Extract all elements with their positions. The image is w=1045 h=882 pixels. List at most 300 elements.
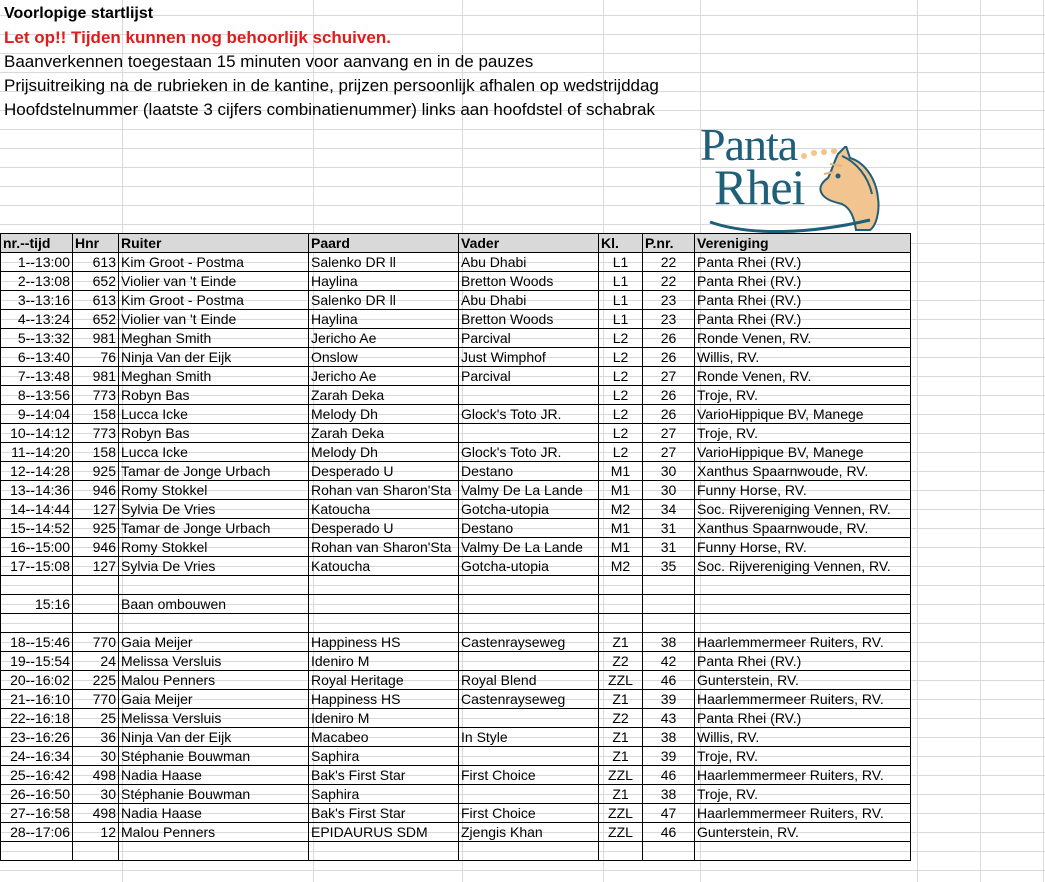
table-row xyxy=(1,747,911,766)
cell-vader[interactable]: Bretton Woods xyxy=(459,310,599,329)
cell-pnr[interactable]: 31 xyxy=(643,519,695,538)
cell-nr-tijd[interactable]: 21--16:10 xyxy=(1,690,73,709)
cell-vereniging[interactable]: Gunterstein, RV. xyxy=(695,671,911,690)
cell-paard[interactable]: Saphira xyxy=(309,785,459,804)
cell-klasse[interactable] xyxy=(599,842,643,861)
cell-paard[interactable]: Jericho Ae xyxy=(309,329,459,348)
cell-ruiter[interactable]: Tamar de Jonge Urbach xyxy=(119,462,309,481)
cell-ruiter[interactable]: Meghan Smith xyxy=(119,329,309,348)
cell-klasse[interactable]: L1 xyxy=(599,291,643,310)
col-header-nr-tijd[interactable]: nr.--tijd xyxy=(1,234,73,253)
cell-nr-tijd[interactable]: 8--13:56 xyxy=(1,386,73,405)
cell-nr-tijd[interactable]: 6--13:40 xyxy=(1,348,73,367)
cell-vereniging[interactable]: Haarlemmermeer Ruiters, RV. xyxy=(695,804,911,823)
cell-nr-tijd[interactable]: 27--16:58 xyxy=(1,804,73,823)
cell-ruiter[interactable]: Nadia Haase xyxy=(119,804,309,823)
cell-pnr[interactable] xyxy=(643,576,695,595)
cell-ruiter[interactable]: Malou Penners xyxy=(119,823,309,842)
cell-klasse[interactable]: L1 xyxy=(599,253,643,272)
cell-paard[interactable]: Katoucha xyxy=(309,500,459,519)
cell-vereniging[interactable]: Willis, RV. xyxy=(695,728,911,747)
cell-paard[interactable]: Onslow xyxy=(309,348,459,367)
cell-nr-tijd[interactable]: 9--14:04 xyxy=(1,405,73,424)
cell-pnr[interactable]: 39 xyxy=(643,690,695,709)
cell-pnr[interactable]: 38 xyxy=(643,785,695,804)
cell-klasse[interactable]: L2 xyxy=(599,386,643,405)
cell-nr-tijd[interactable]: 15--14:52 xyxy=(1,519,73,538)
cell-paard[interactable]: Desperado U xyxy=(309,519,459,538)
gridline xyxy=(980,0,981,882)
cell-hnr[interactable]: 76 xyxy=(73,348,119,367)
cell-klasse[interactable] xyxy=(599,576,643,595)
cell-nr-tijd[interactable]: 7--13:48 xyxy=(1,367,73,386)
cell-hnr[interactable]: 127 xyxy=(73,557,119,576)
cell-hnr[interactable] xyxy=(73,595,119,614)
cell-hnr[interactable] xyxy=(73,842,119,861)
cell-paard[interactable]: Haylina xyxy=(309,310,459,329)
cell-nr-tijd[interactable]: 13--14:36 xyxy=(1,481,73,500)
table-row xyxy=(1,766,911,785)
cell-klasse[interactable]: M1 xyxy=(599,462,643,481)
cell-ruiter[interactable]: Melissa Versluis xyxy=(119,652,309,671)
cell-paard[interactable]: Macabeo xyxy=(309,728,459,747)
cell-hnr[interactable] xyxy=(73,576,119,595)
cell-vereniging[interactable]: Willis, RV. xyxy=(695,348,911,367)
cell-vader[interactable]: Castenrayseweg xyxy=(459,633,599,652)
cell-vereniging[interactable]: Gunterstein, RV. xyxy=(695,823,911,842)
table-row xyxy=(1,595,911,614)
cell-nr-tijd[interactable]: 3--13:16 xyxy=(1,291,73,310)
cell-vader[interactable]: Valmy De La Lande xyxy=(459,481,599,500)
cell-paard[interactable] xyxy=(309,595,459,614)
cell-ruiter[interactable] xyxy=(119,576,309,595)
cell-vader[interactable]: Parcival xyxy=(459,367,599,386)
cell-ruiter[interactable]: Kim Groot - Postma xyxy=(119,253,309,272)
cell-vader[interactable] xyxy=(459,747,599,766)
cell-pnr[interactable]: 22 xyxy=(643,253,695,272)
cell-vereniging[interactable]: Xanthus Spaarnwoude, RV. xyxy=(695,519,911,538)
cell-vader[interactable] xyxy=(459,595,599,614)
cell-pnr[interactable]: 38 xyxy=(643,633,695,652)
cell-vader[interactable]: Gotcha-utopia xyxy=(459,500,599,519)
cell-vereniging[interactable]: Panta Rhei (RV.) xyxy=(695,253,911,272)
table-row xyxy=(1,367,911,386)
cell-nr-tijd[interactable]: 22--16:18 xyxy=(1,709,73,728)
cell-klasse[interactable]: L2 xyxy=(599,348,643,367)
cell-nr-tijd[interactable]: 25--16:42 xyxy=(1,766,73,785)
col-header-pnr[interactable]: P.nr. xyxy=(643,234,695,253)
cell-pnr[interactable]: 34 xyxy=(643,500,695,519)
cell-ruiter[interactable]: Nadia Haase xyxy=(119,766,309,785)
cell-paard[interactable]: Rohan van Sharon'Sta xyxy=(309,481,459,500)
cell-vereniging[interactable]: Troje, RV. xyxy=(695,424,911,443)
cell-vereniging[interactable] xyxy=(695,842,911,861)
cell-hnr[interactable]: 773 xyxy=(73,386,119,405)
cell-nr-tijd[interactable]: 14--14:44 xyxy=(1,500,73,519)
cell-paard[interactable]: Rohan van Sharon'Sta xyxy=(309,538,459,557)
cell-paard[interactable] xyxy=(309,576,459,595)
cell-vereniging[interactable]: Panta Rhei (RV.) xyxy=(695,310,911,329)
cell-nr-tijd[interactable]: 16--15:00 xyxy=(1,538,73,557)
cell-nr-tijd[interactable]: 20--16:02 xyxy=(1,671,73,690)
cell-vereniging[interactable]: Troje, RV. xyxy=(695,747,911,766)
cell-klasse[interactable]: L2 xyxy=(599,367,643,386)
cell-klasse[interactable]: ZZL xyxy=(599,804,643,823)
cell-paard[interactable]: Happiness HS xyxy=(309,690,459,709)
cell-klasse[interactable]: L2 xyxy=(599,405,643,424)
cell-pnr[interactable]: 46 xyxy=(643,823,695,842)
cell-pnr[interactable]: 47 xyxy=(643,804,695,823)
cell-vader[interactable]: Royal Blend xyxy=(459,671,599,690)
cell-paard[interactable]: Salenko DR ll xyxy=(309,253,459,272)
cell-vereniging[interactable] xyxy=(695,576,911,595)
cell-hnr[interactable]: 613 xyxy=(73,291,119,310)
cell-ruiter[interactable]: Stéphanie Bouwman xyxy=(119,747,309,766)
col-header-klasse[interactable]: Kl. xyxy=(599,234,643,253)
col-header-hnr[interactable]: Hnr xyxy=(73,234,119,253)
warning-text[interactable]: Let op!! Tijden kunnen nog behoorlijk schuiven. xyxy=(4,28,391,47)
cell-vereniging[interactable]: Xanthus Spaarnwoude, RV. xyxy=(695,462,911,481)
cell-ruiter[interactable]: Sylvia De Vries xyxy=(119,557,309,576)
cell-hnr[interactable]: 36 xyxy=(73,728,119,747)
cell-paard[interactable]: Salenko DR ll xyxy=(309,291,459,310)
cell-vereniging[interactable]: Troje, RV. xyxy=(695,386,911,405)
cell-hnr[interactable]: 652 xyxy=(73,310,119,329)
cell-ruiter[interactable]: Stéphanie Bouwman xyxy=(119,785,309,804)
cell-pnr[interactable]: 38 xyxy=(643,728,695,747)
cell-pnr[interactable]: 30 xyxy=(643,481,695,500)
cell-nr-tijd[interactable]: 19--15:54 xyxy=(1,652,73,671)
cell-ruiter[interactable]: Meghan Smith xyxy=(119,367,309,386)
cell-vader[interactable] xyxy=(459,709,599,728)
panta-rhei-logo xyxy=(700,118,885,238)
table-row xyxy=(1,424,911,443)
cell-hnr[interactable]: 498 xyxy=(73,766,119,785)
cell-paard[interactable]: Haylina xyxy=(309,272,459,291)
cell-pnr[interactable]: 30 xyxy=(643,462,695,481)
cell-vereniging[interactable]: Haarlemmermeer Ruiters, RV. xyxy=(695,690,911,709)
table-row xyxy=(1,557,911,576)
cell-nr-tijd[interactable]: 4--13:24 xyxy=(1,310,73,329)
cell-pnr[interactable]: 27 xyxy=(643,367,695,386)
cell-klasse[interactable]: Z1 xyxy=(599,728,643,747)
cell-ruiter[interactable]: Gaia Meijer xyxy=(119,690,309,709)
table-row xyxy=(1,519,911,538)
cell-vereniging[interactable]: Panta Rhei (RV.) xyxy=(695,709,911,728)
cell-paard[interactable]: Bak's First Star xyxy=(309,804,459,823)
cell-vader[interactable] xyxy=(459,576,599,595)
cell-klasse[interactable] xyxy=(599,614,643,633)
cell-klasse[interactable]: L2 xyxy=(599,443,643,462)
cell-hnr[interactable]: 925 xyxy=(73,519,119,538)
cell-paard[interactable]: Melody Dh xyxy=(309,405,459,424)
cell-pnr[interactable]: 23 xyxy=(643,310,695,329)
cell-vader[interactable] xyxy=(459,614,599,633)
cell-paard[interactable]: EPIDAURUS SDM xyxy=(309,823,459,842)
cell-vader[interactable]: Abu Dhabi xyxy=(459,253,599,272)
cell-pnr[interactable]: 26 xyxy=(643,348,695,367)
cell-pnr[interactable]: 35 xyxy=(643,557,695,576)
cell-nr-tijd[interactable]: 18--15:46 xyxy=(1,633,73,652)
table-row xyxy=(1,500,911,519)
cell-vader[interactable]: First Choice xyxy=(459,766,599,785)
cell-ruiter[interactable]: Lucca Icke xyxy=(119,405,309,424)
table-row xyxy=(1,405,911,424)
cell-vader[interactable] xyxy=(459,386,599,405)
cell-pnr[interactable]: 22 xyxy=(643,272,695,291)
cell-vader[interactable]: Valmy De La Lande xyxy=(459,538,599,557)
cell-vader[interactable]: First Choice xyxy=(459,804,599,823)
table-row xyxy=(1,652,911,671)
cell-vereniging[interactable]: Troje, RV. xyxy=(695,785,911,804)
cell-ruiter[interactable]: Lucca Icke xyxy=(119,443,309,462)
cell-klasse[interactable]: M1 xyxy=(599,481,643,500)
cell-pnr[interactable]: 23 xyxy=(643,291,695,310)
cell-ruiter[interactable]: Romy Stokkel xyxy=(119,538,309,557)
cell-hnr[interactable]: 30 xyxy=(73,747,119,766)
cell-paard[interactable]: Ideniro M xyxy=(309,652,459,671)
cell-ruiter[interactable]: Sylvia De Vries xyxy=(119,500,309,519)
cell-hnr[interactable]: 30 xyxy=(73,785,119,804)
table-row xyxy=(1,633,911,652)
cell-ruiter[interactable] xyxy=(119,842,309,861)
table-row xyxy=(1,823,911,842)
cell-hnr[interactable]: 652 xyxy=(73,272,119,291)
cell-nr-tijd[interactable] xyxy=(1,576,73,595)
cell-vereniging[interactable]: Haarlemmermeer Ruiters, RV. xyxy=(695,633,911,652)
cell-ruiter[interactable]: Baan ombouwen xyxy=(119,595,309,614)
cell-hnr[interactable]: 12 xyxy=(73,823,119,842)
cell-paard[interactable]: Saphira xyxy=(309,747,459,766)
info-line-3[interactable]: Hoofdstelnummer (laatste 3 cijfers combinatienummer) links aan hoofdstel of schabrak xyxy=(4,100,656,119)
cell-nr-tijd[interactable]: 23--16:26 xyxy=(1,728,73,747)
cell-ruiter[interactable] xyxy=(119,614,309,633)
cell-pnr[interactable] xyxy=(643,842,695,861)
table-row xyxy=(1,272,911,291)
col-header-vereniging[interactable]: Vereniging xyxy=(695,234,911,253)
cell-klasse[interactable]: M1 xyxy=(599,519,643,538)
col-header-paard[interactable]: Paard xyxy=(309,234,459,253)
table-row xyxy=(1,291,911,310)
cell-vader[interactable]: Zjengis Khan xyxy=(459,823,599,842)
cell-vader[interactable]: Abu Dhabi xyxy=(459,291,599,310)
cell-hnr[interactable]: 498 xyxy=(73,804,119,823)
cell-vader[interactable]: Parcival xyxy=(459,329,599,348)
cell-ruiter[interactable]: Ninja Van der Eijk xyxy=(119,728,309,747)
cell-klasse[interactable]: M2 xyxy=(599,500,643,519)
cell-vereniging[interactable]: Panta Rhei (RV.) xyxy=(695,272,911,291)
cell-paard[interactable]: Royal Heritage xyxy=(309,671,459,690)
cell-paard[interactable] xyxy=(309,842,459,861)
cell-klasse[interactable] xyxy=(599,595,643,614)
cell-klasse[interactable]: Z1 xyxy=(599,747,643,766)
cell-vader[interactable] xyxy=(459,842,599,861)
cell-hnr[interactable]: 127 xyxy=(73,500,119,519)
cell-vereniging[interactable]: Panta Rhei (RV.) xyxy=(695,291,911,310)
table-row xyxy=(1,576,911,595)
table-body xyxy=(1,253,911,861)
cell-vereniging[interactable]: Panta Rhei (RV.) xyxy=(695,652,911,671)
cell-vader[interactable] xyxy=(459,652,599,671)
cell-vereniging[interactable]: Ronde Venen, RV. xyxy=(695,329,911,348)
cell-pnr[interactable]: 27 xyxy=(643,443,695,462)
cell-klasse[interactable]: M2 xyxy=(599,557,643,576)
cell-vereniging[interactable]: Soc. Rijvereniging Vennen, RV. xyxy=(695,557,911,576)
cell-hnr[interactable]: 158 xyxy=(73,443,119,462)
table-row xyxy=(1,462,911,481)
cell-pnr[interactable]: 26 xyxy=(643,329,695,348)
info-line-1[interactable]: Baanverkennen toegestaan 15 minuten voor aanvang en in de pauzes xyxy=(4,52,534,71)
cell-ruiter[interactable]: Robyn Bas xyxy=(119,424,309,443)
cell-klasse[interactable]: L1 xyxy=(599,272,643,291)
cell-pnr[interactable]: 27 xyxy=(643,424,695,443)
cell-ruiter[interactable]: Gaia Meijer xyxy=(119,633,309,652)
table-row xyxy=(1,386,911,405)
sheet-title[interactable]: Voorlopige startlijst xyxy=(4,5,154,22)
cell-hnr[interactable]: 770 xyxy=(73,633,119,652)
cell-hnr[interactable]: 981 xyxy=(73,367,119,386)
cell-hnr[interactable]: 925 xyxy=(73,462,119,481)
cell-pnr[interactable] xyxy=(643,614,695,633)
col-header-ruiter[interactable]: Ruiter xyxy=(119,234,309,253)
table-row xyxy=(1,348,911,367)
logo-word-2: Rhei xyxy=(714,159,805,215)
table-row xyxy=(1,614,911,633)
cell-nr-tijd[interactable]: 10--14:12 xyxy=(1,424,73,443)
cell-paard[interactable]: Ideniro M xyxy=(309,709,459,728)
cell-paard[interactable]: Katoucha xyxy=(309,557,459,576)
cell-hnr[interactable]: 25 xyxy=(73,709,119,728)
cell-pnr[interactable]: 39 xyxy=(643,747,695,766)
cell-hnr[interactable]: 773 xyxy=(73,424,119,443)
cell-vereniging[interactable]: Ronde Venen, RV. xyxy=(695,367,911,386)
cell-ruiter[interactable]: Kim Groot - Postma xyxy=(119,291,309,310)
cell-paard[interactable]: Desperado U xyxy=(309,462,459,481)
table-row xyxy=(1,842,911,861)
cell-vereniging[interactable] xyxy=(695,595,911,614)
cell-nr-tijd[interactable]: 1--13:00 xyxy=(1,253,73,272)
cell-hnr[interactable]: 770 xyxy=(73,690,119,709)
cell-paard[interactable]: Jericho Ae xyxy=(309,367,459,386)
cell-pnr[interactable]: 26 xyxy=(643,405,695,424)
cell-paard[interactable]: Zarah Deka xyxy=(309,386,459,405)
cell-hnr[interactable]: 946 xyxy=(73,481,119,500)
cell-nr-tijd[interactable]: 28--17:06 xyxy=(1,823,73,842)
cell-nr-tijd[interactable]: 11--14:20 xyxy=(1,443,73,462)
cell-nr-tijd[interactable]: 5--13:32 xyxy=(1,329,73,348)
cell-ruiter[interactable]: Romy Stokkel xyxy=(119,481,309,500)
cell-ruiter[interactable]: Tamar de Jonge Urbach xyxy=(119,519,309,538)
cell-vader[interactable]: Glock's Toto JR. xyxy=(459,443,599,462)
cell-vader[interactable]: Gotcha-utopia xyxy=(459,557,599,576)
cell-klasse[interactable]: L1 xyxy=(599,310,643,329)
logo-dots xyxy=(798,144,858,164)
cell-ruiter[interactable]: Robyn Bas xyxy=(119,386,309,405)
startlist-table xyxy=(0,233,911,861)
cell-hnr[interactable] xyxy=(73,614,119,633)
table-row xyxy=(1,785,911,804)
cell-vader[interactable]: Glock's Toto JR. xyxy=(459,405,599,424)
cell-nr-tijd[interactable]: 17--15:08 xyxy=(1,557,73,576)
cell-hnr[interactable]: 946 xyxy=(73,538,119,557)
cell-vader[interactable]: Destano xyxy=(459,462,599,481)
cell-vader[interactable]: Castenrayseweg xyxy=(459,690,599,709)
table-row xyxy=(1,728,911,747)
cell-ruiter[interactable]: Violier van 't Einde xyxy=(119,310,309,329)
cell-hnr[interactable]: 981 xyxy=(73,329,119,348)
cell-vereniging[interactable]: VarioHippique BV, Manege xyxy=(695,405,911,424)
cell-pnr[interactable]: 46 xyxy=(643,671,695,690)
cell-klasse[interactable]: Z2 xyxy=(599,652,643,671)
logo-word-1: Panta xyxy=(700,119,798,170)
cell-klasse[interactable]: Z1 xyxy=(599,690,643,709)
cell-vereniging[interactable]: VarioHippique BV, Manege xyxy=(695,443,911,462)
cell-vereniging[interactable]: Haarlemmermeer Ruiters, RV. xyxy=(695,766,911,785)
cell-nr-tijd[interactable]: 2--13:08 xyxy=(1,272,73,291)
cell-pnr[interactable] xyxy=(643,595,695,614)
cell-nr-tijd[interactable] xyxy=(1,842,73,861)
cell-paard[interactable]: Zarah Deka xyxy=(309,424,459,443)
cell-pnr[interactable]: 26 xyxy=(643,386,695,405)
cell-paard[interactable]: Bak's First Star xyxy=(309,766,459,785)
cell-vader[interactable] xyxy=(459,785,599,804)
cell-vereniging[interactable]: Soc. Rijvereniging Vennen, RV. xyxy=(695,500,911,519)
col-header-vader[interactable]: Vader xyxy=(459,234,599,253)
cell-nr-tijd[interactable]: 26--16:50 xyxy=(1,785,73,804)
table-row xyxy=(1,329,911,348)
cell-ruiter[interactable]: Melissa Versluis xyxy=(119,709,309,728)
cell-klasse[interactable]: ZZL xyxy=(599,823,643,842)
cell-klasse[interactable]: Z2 xyxy=(599,709,643,728)
cell-vader[interactable]: Bretton Woods xyxy=(459,272,599,291)
table-row xyxy=(1,690,911,709)
cell-vereniging[interactable] xyxy=(695,614,911,633)
cell-pnr[interactable]: 43 xyxy=(643,709,695,728)
cell-nr-tijd[interactable]: 15:16 xyxy=(1,595,73,614)
cell-ruiter[interactable]: Violier van 't Einde xyxy=(119,272,309,291)
cell-vader[interactable]: Just Wimphof xyxy=(459,348,599,367)
cell-nr-tijd[interactable]: 24--16:34 xyxy=(1,747,73,766)
cell-nr-tijd[interactable]: 12--14:28 xyxy=(1,462,73,481)
cell-paard[interactable]: Happiness HS xyxy=(309,633,459,652)
cell-klasse[interactable]: L2 xyxy=(599,329,643,348)
cell-hnr[interactable]: 225 xyxy=(73,671,119,690)
cell-vader[interactable] xyxy=(459,424,599,443)
cell-vader[interactable]: In Style xyxy=(459,728,599,747)
cell-paard[interactable] xyxy=(309,614,459,633)
cell-klasse[interactable]: M1 xyxy=(599,538,643,557)
cell-hnr[interactable]: 24 xyxy=(73,652,119,671)
cell-klasse[interactable]: ZZL xyxy=(599,671,643,690)
cell-nr-tijd[interactable] xyxy=(1,614,73,633)
cell-klasse[interactable]: Z1 xyxy=(599,785,643,804)
cell-pnr[interactable]: 46 xyxy=(643,766,695,785)
cell-pnr[interactable]: 42 xyxy=(643,652,695,671)
cell-vereniging[interactable]: Funny Horse, RV. xyxy=(695,538,911,557)
cell-vader[interactable]: Destano xyxy=(459,519,599,538)
cell-ruiter[interactable]: Malou Penners xyxy=(119,671,309,690)
cell-vereniging[interactable]: Funny Horse, RV. xyxy=(695,481,911,500)
cell-pnr[interactable]: 31 xyxy=(643,538,695,557)
cell-ruiter[interactable]: Ninja Van der Eijk xyxy=(119,348,309,367)
cell-hnr[interactable]: 158 xyxy=(73,405,119,424)
cell-paard[interactable]: Melody Dh xyxy=(309,443,459,462)
cell-klasse[interactable]: ZZL xyxy=(599,766,643,785)
cell-klasse[interactable]: Z1 xyxy=(599,633,643,652)
cell-klasse[interactable]: L2 xyxy=(599,424,643,443)
cell-hnr[interactable]: 613 xyxy=(73,253,119,272)
info-line-2[interactable]: Prijsuitreiking na de rubrieken in de kantine, prijzen persoonlijk afhalen op wedstrijddag xyxy=(4,76,659,95)
